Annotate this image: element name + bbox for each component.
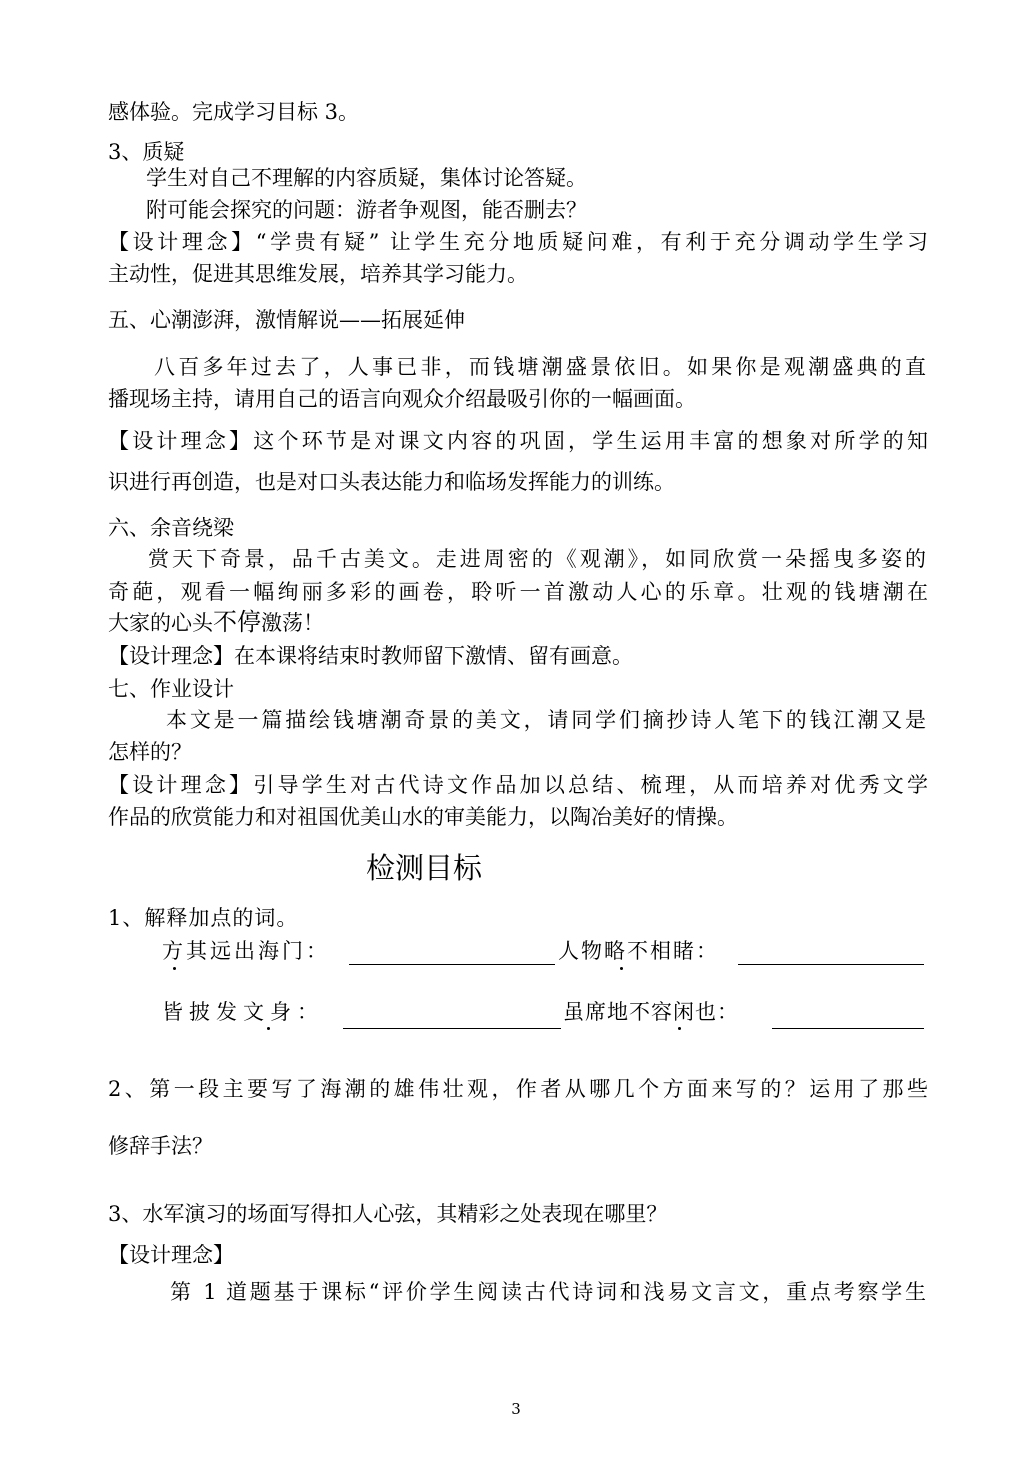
page-number: 3	[511, 1400, 521, 1418]
emphasis-dot	[620, 967, 623, 970]
paragraph-line: 播现场主持，请用自己的语言向观众介绍最吸引你的一幅画面。	[108, 387, 696, 411]
section-heading: 七、作业设计	[108, 677, 234, 701]
answer-blank	[349, 964, 555, 965]
design-note-line: 作品的欣赏能力和对祖国优美山水的审美能力，以陶冶美好的情操。	[108, 805, 738, 829]
question: 3、水军演习的场面写得扣人心弦，其精彩之处表现在哪里？	[108, 1202, 668, 1226]
question: 修辞手法？	[108, 1134, 213, 1158]
emphasis-dot	[267, 1027, 270, 1030]
answer-blank	[772, 1028, 924, 1029]
design-note-line: 识进行再创造，也是对口头表达能力和临场发挥能力的训练。	[108, 470, 675, 494]
paragraph-line: 赏天下奇景，品千古美文。走进周密的《观潮》，如同欣赏一朵摇曳多姿的	[148, 547, 926, 571]
design-note-line: 主动性，促进其思维发展，培养其学习能力。	[108, 262, 528, 286]
paragraph-line: 奇葩，观看一幅绚丽多彩的画卷，聆听一首激动人心的乐章。壮观的钱塘潮在	[108, 580, 928, 604]
question-item: 人物略不相睹：	[558, 939, 719, 963]
section-title: 检测目标	[366, 851, 483, 885]
text-run: 大家的心头	[108, 611, 213, 635]
paragraph-line: 怎样的？	[108, 740, 192, 764]
text-run: 不停	[213, 608, 261, 636]
paragraph-line: 八百多年过去了，人事已非，而钱塘潮盛景依旧。如果你是观潮盛典的直	[154, 355, 926, 379]
section-heading: 六、余音绕梁	[108, 516, 234, 540]
paragraph-line: 第 1 道题基于课标“评价学生阅读古代诗词和浅易文言文，重点考察学生	[170, 1280, 926, 1304]
design-note-heading: 【设计理念】	[108, 1243, 234, 1267]
section-heading: 五、心潮澎湃，激情解说——拓展延伸	[108, 308, 465, 332]
subheading: 3、质疑	[108, 140, 185, 164]
text-run: 激荡！	[261, 611, 324, 635]
question-item: 虽席地不容闲也：	[563, 1000, 739, 1024]
question-item: 方其远出海门：	[162, 939, 330, 963]
paragraph-line: 本文是一篇描绘钱塘潮奇景的美文，请同学们摘抄诗人笔下的钱江潮又是	[166, 708, 926, 732]
answer-blank	[738, 964, 924, 965]
paragraph-line: 感体验。完成学习目标 3。	[108, 100, 360, 124]
question: 2、第一段主要写了海潮的雄伟壮观，作者从哪几个方面来写的？运用了那些	[108, 1077, 928, 1101]
paragraph-line: 附可能会探究的问题：游者争观图，能否删去？	[146, 198, 587, 222]
question: 1、解释加点的词。	[108, 906, 299, 930]
design-note-line: 【设计理念】这个环节是对课文内容的巩固，学生运用丰富的想象对所学的知	[108, 429, 928, 453]
emphasis-dot	[173, 967, 176, 970]
design-note-line: 【设计理念】引导学生对古代诗文作品加以总结、梳理，从而培养对优秀文学	[108, 773, 928, 797]
emphasis-dot	[678, 1027, 681, 1030]
paragraph-line	[108, 608, 928, 637]
design-note-line: 【设计理念】在本课将结束时教师留下激情、留有画意。	[108, 644, 633, 668]
question-item: 皆披发文身：	[162, 1000, 324, 1024]
answer-blank	[343, 1028, 561, 1029]
design-note-line: 【设计理念】“学贵有疑” 让学生充分地质疑问难，有利于充分调动学生学习	[108, 230, 928, 254]
paragraph-line: 学生对自己不理解的内容质疑，集体讨论答疑。	[146, 166, 587, 190]
